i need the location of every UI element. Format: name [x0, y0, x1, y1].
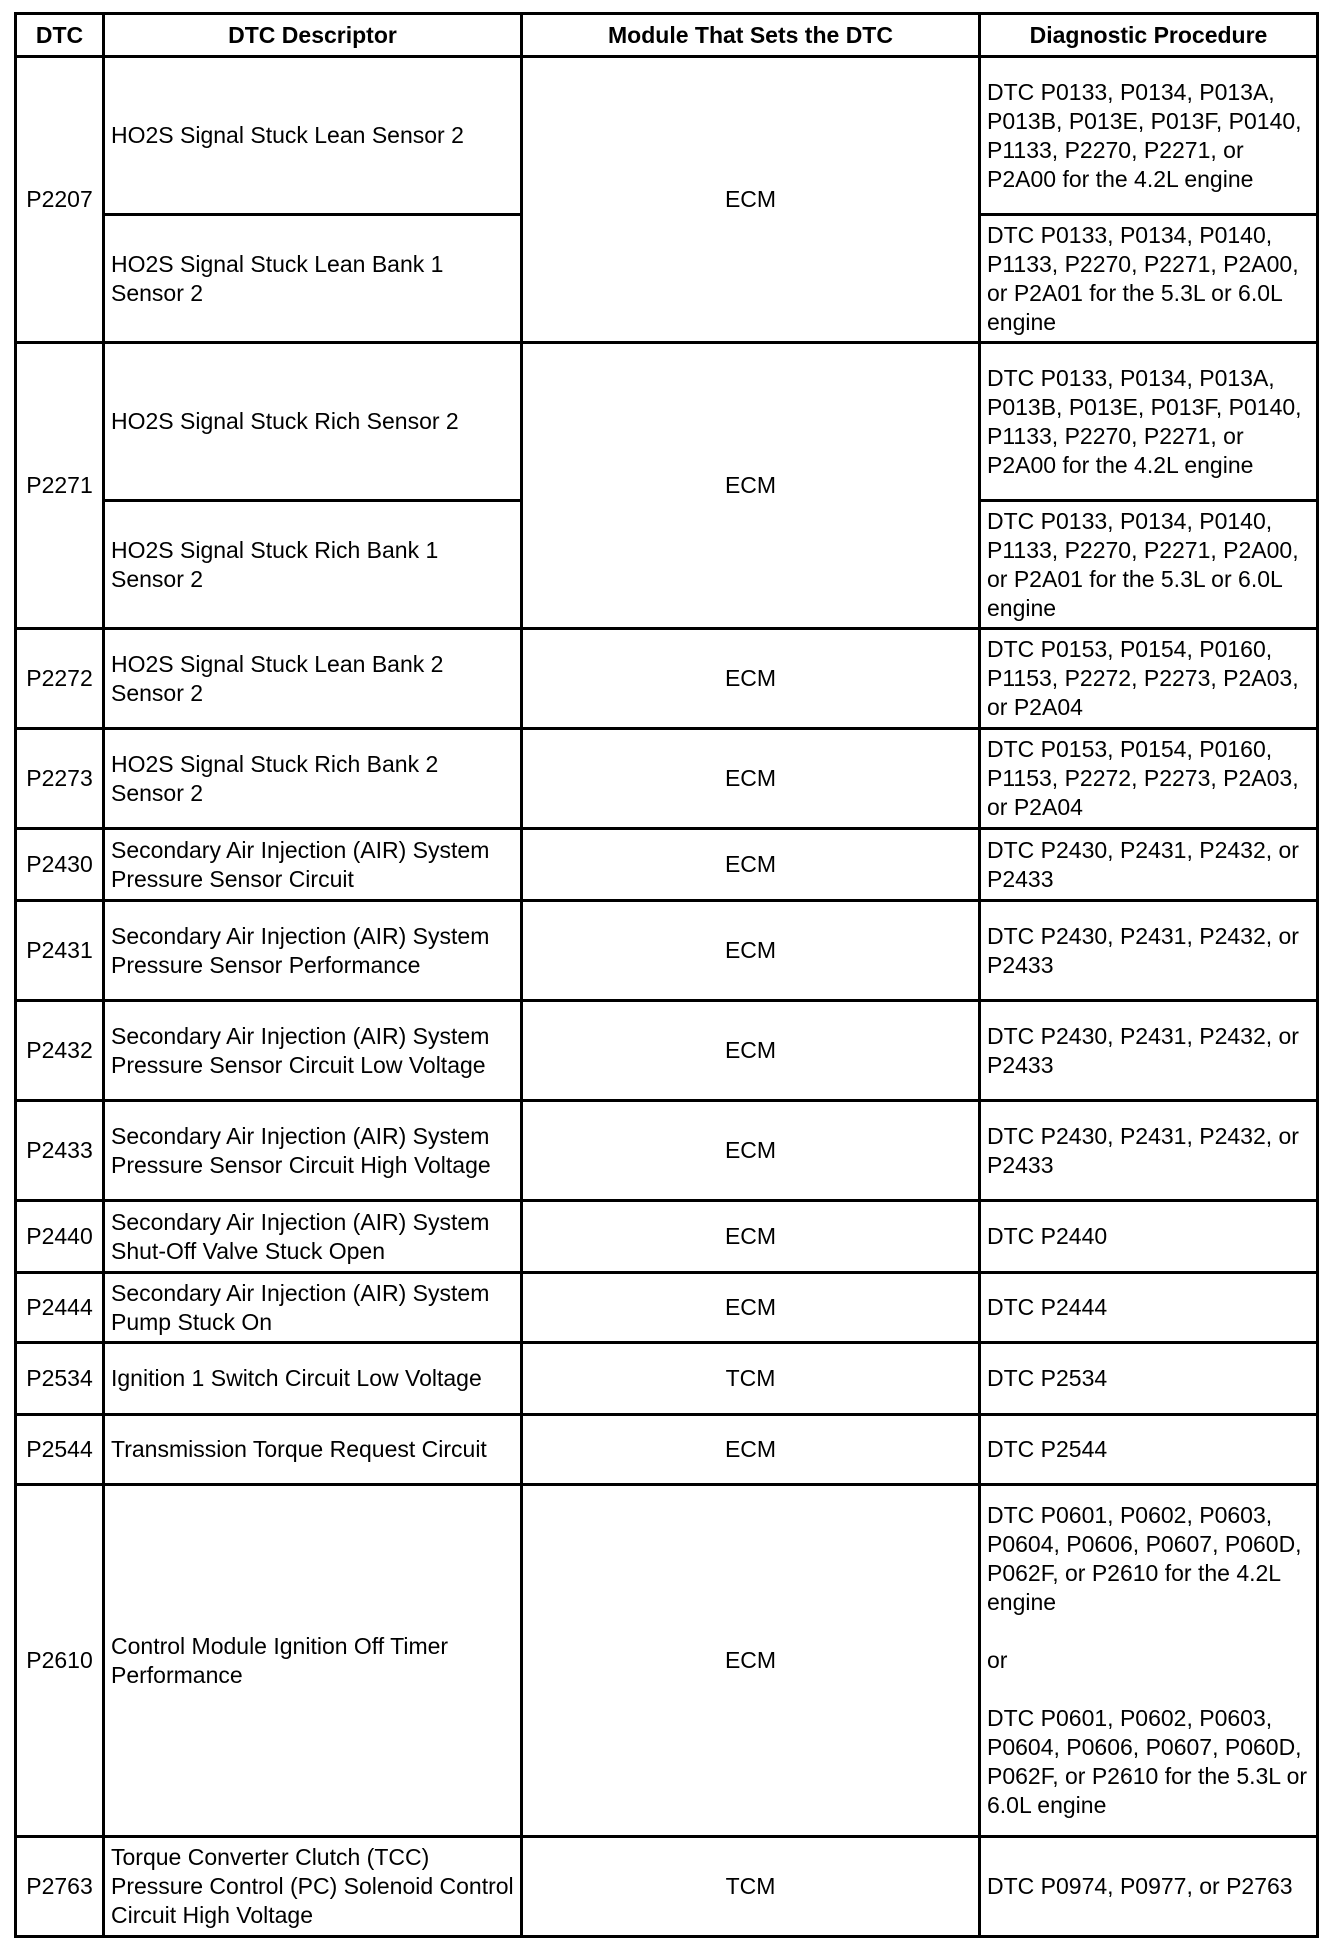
- dtc-module: ECM: [522, 1485, 980, 1837]
- table-row: [16, 1343, 1318, 1415]
- dtc-procedure: DTC P0153, P0154, P0160, P1153, P2272, P2273, P2A03, or P2A04: [980, 629, 1318, 729]
- dtc-procedure: DTC P2430, P2431, P2432, or P2433: [980, 901, 1318, 1001]
- dtc-procedure: DTC P0153, P0154, P0160, P1153, P2272, P2273, P2A03, or P2A04: [980, 729, 1318, 829]
- table-row: [16, 1273, 1318, 1343]
- dtc-descriptor: Control Module Ignition Off Timer Performance: [104, 1485, 522, 1837]
- dtc-code: P2440: [16, 1201, 104, 1273]
- dtc-module: ECM: [522, 1201, 980, 1273]
- dtc-module: ECM: [522, 729, 980, 829]
- table-row: [16, 1101, 1318, 1201]
- dtc-module: ECM: [522, 1415, 980, 1485]
- dtc-code: P2272: [16, 629, 104, 729]
- header-row: [16, 14, 1318, 57]
- dtc-code: P2207: [16, 57, 104, 343]
- dtc-code: P2432: [16, 1001, 104, 1101]
- dtc-descriptor: Secondary Air Injection (AIR) System Pump Stuck On: [104, 1273, 522, 1343]
- dtc-procedure: DTC P2430, P2431, P2432, or P2433: [980, 1101, 1318, 1201]
- dtc-procedure: [980, 1485, 1318, 1837]
- dtc-code: P2431: [16, 901, 104, 1001]
- dtc-code: P2534: [16, 1343, 104, 1415]
- dtc-descriptor: HO2S Signal Stuck Rich Sensor 2: [104, 343, 522, 501]
- table-row: [16, 629, 1318, 729]
- dtc-procedure: DTC P2430, P2431, P2432, or P2433: [980, 829, 1318, 901]
- header-module: Module That Sets the DTC: [522, 14, 980, 57]
- dtc-procedure: DTC P2440: [980, 1201, 1318, 1273]
- dtc-module: ECM: [522, 343, 980, 629]
- table-row: [16, 1485, 1318, 1837]
- table-row: [16, 829, 1318, 901]
- dtc-code: P2430: [16, 829, 104, 901]
- dtc-module: ECM: [522, 1273, 980, 1343]
- dtc-module: ECM: [522, 629, 980, 729]
- dtc-module: ECM: [522, 829, 980, 901]
- procedure-spacer: [987, 1675, 1310, 1704]
- dtc-module: TCM: [522, 1837, 980, 1937]
- dtc-code: P2444: [16, 1273, 104, 1343]
- dtc-code: P2544: [16, 1415, 104, 1485]
- dtc-descriptor: HO2S Signal Stuck Rich Bank 2 Sensor 2: [104, 729, 522, 829]
- dtc-descriptor: Ignition 1 Switch Circuit Low Voltage: [104, 1343, 522, 1415]
- dtc-procedure: DTC P0133, P0134, P0140, P1133, P2270, P2271, P2A00, or P2A01 for the 5.3L or 6.0L engine: [980, 215, 1318, 343]
- dtc-descriptor: Transmission Torque Request Circuit: [104, 1415, 522, 1485]
- dtc-code: P2271: [16, 343, 104, 629]
- dtc-descriptor: Secondary Air Injection (AIR) System Shut-Off Valve Stuck Open: [104, 1201, 522, 1273]
- procedure-5-3l-6-0l: DTC P0601, P0602, P0603, P0604, P0606, P0607, P060D, P062F, or P2610 for the 5.3L or 6.0L engine: [987, 1705, 1308, 1818]
- dtc-procedure: DTC P0133, P0134, P013A, P013B, P013E, P013F, P0140, P1133, P2270, P2271, or P2A00 for the 4.2L engine: [980, 343, 1318, 501]
- dtc-code: P2763: [16, 1837, 104, 1937]
- table-row: [16, 1415, 1318, 1485]
- table-row: [16, 1837, 1318, 1937]
- dtc-procedure: DTC P0133, P0134, P013A, P013B, P013E, P013F, P0140, P1133, P2270, P2271, or P2A00 for the 4.2L engine: [980, 57, 1318, 215]
- dtc-descriptor: HO2S Signal Stuck Lean Sensor 2: [104, 57, 522, 215]
- procedure-or: or: [987, 1647, 1008, 1673]
- dtc-module: ECM: [522, 1001, 980, 1101]
- dtc-procedure: DTC P2430, P2431, P2432, or P2433: [980, 1001, 1318, 1101]
- dtc-procedure: DTC P2444: [980, 1273, 1318, 1343]
- dtc-descriptor: Torque Converter Clutch (TCC) Pressure Control (PC) Solenoid Control Circuit High Voltage: [104, 1837, 522, 1937]
- dtc-procedure: DTC P0974, P0977, or P2763: [980, 1837, 1318, 1937]
- dtc-procedure: DTC P0133, P0134, P0140, P1133, P2270, P2271, P2A00, or P2A01 for the 5.3L or 6.0L engine: [980, 501, 1318, 629]
- header-procedure: Diagnostic Procedure: [980, 14, 1318, 57]
- dtc-module: ECM: [522, 1101, 980, 1201]
- dtc-descriptor: HO2S Signal Stuck Lean Bank 1 Sensor 2: [104, 215, 522, 343]
- dtc-descriptor: Secondary Air Injection (AIR) System Pressure Sensor Circuit High Voltage: [104, 1101, 522, 1201]
- dtc-descriptor: Secondary Air Injection (AIR) System Pressure Sensor Performance: [104, 901, 522, 1001]
- table-row: [16, 729, 1318, 829]
- dtc-code: P2433: [16, 1101, 104, 1201]
- dtc-descriptor: Secondary Air Injection (AIR) System Pressure Sensor Circuit: [104, 829, 522, 901]
- header-descriptor: DTC Descriptor: [104, 14, 522, 57]
- dtc-descriptor: HO2S Signal Stuck Lean Bank 2 Sensor 2: [104, 629, 522, 729]
- dtc-module: TCM: [522, 1343, 980, 1415]
- table-row: [16, 901, 1318, 1001]
- dtc-code: P2273: [16, 729, 104, 829]
- dtc-descriptor: Secondary Air Injection (AIR) System Pressure Sensor Circuit Low Voltage: [104, 1001, 522, 1101]
- table-row: [16, 1001, 1318, 1101]
- dtc-procedure: DTC P2534: [980, 1343, 1318, 1415]
- dtc-table: [14, 12, 1319, 1938]
- table-row: [16, 343, 1318, 501]
- dtc-module: ECM: [522, 57, 980, 343]
- dtc-module: ECM: [522, 901, 980, 1001]
- table-row: [16, 1201, 1318, 1273]
- dtc-code: P2610: [16, 1485, 104, 1837]
- table-row: [16, 57, 1318, 215]
- procedure-spacer: [987, 1617, 1310, 1646]
- dtc-descriptor: HO2S Signal Stuck Rich Bank 1 Sensor 2: [104, 501, 522, 629]
- dtc-procedure: DTC P2544: [980, 1415, 1318, 1485]
- procedure-4-2l: DTC P0601, P0602, P0603, P0604, P0606, P0607, P060D, P062F, or P2610 for the 4.2L engine: [987, 1502, 1302, 1615]
- header-dtc: DTC: [16, 14, 104, 57]
